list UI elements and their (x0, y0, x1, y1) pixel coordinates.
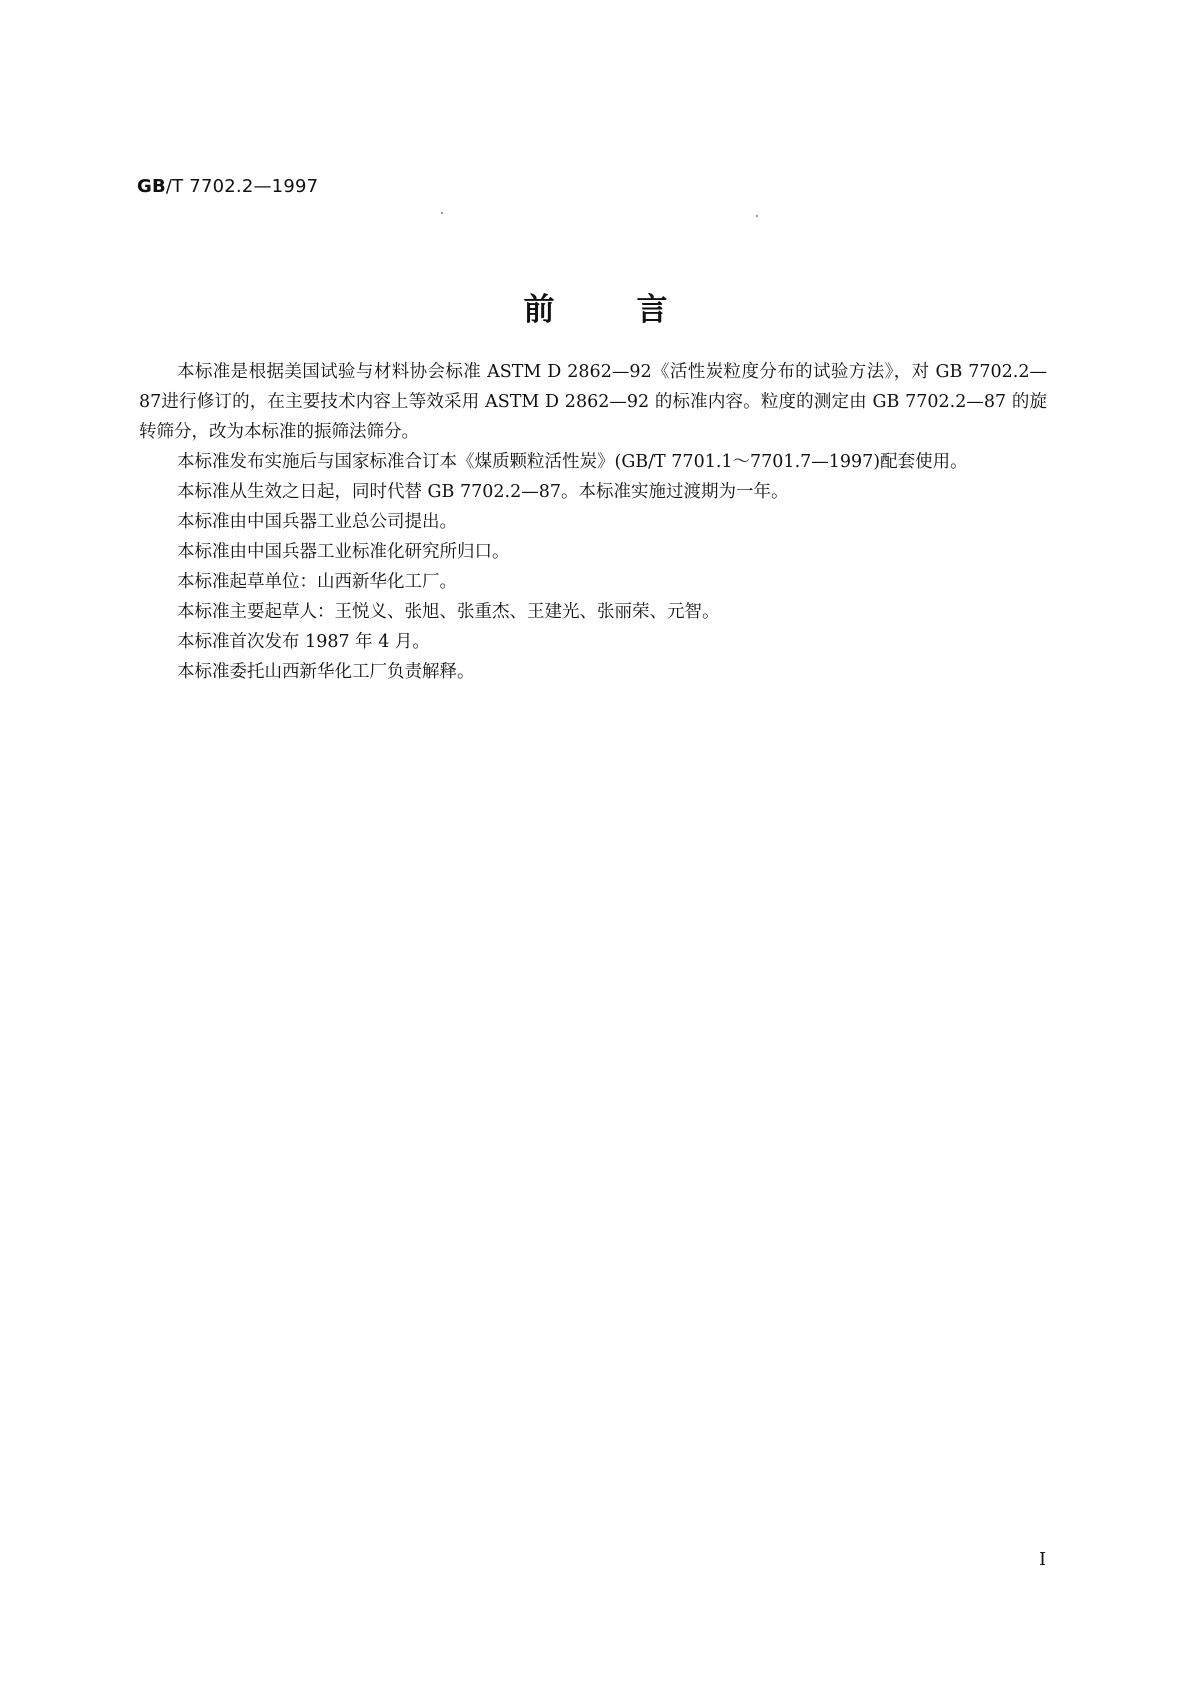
paragraph-drafters: 本标准主要起草人：王悦义、张旭、张重杰、王建光、张丽荣、元智。 (177, 602, 720, 622)
paragraph-proposer: 本标准由中国兵器工业总公司提出。 (177, 512, 457, 532)
standard-code (137, 176, 318, 197)
paragraph-adoption: 本标准是根据美国试验与材料协会标准 ASTM D 2862—92《活性炭粒度分布的试验方法》，对 GB 7702.2—87进行修订的，在主要技术内容上等效采用 ASTM D 2862—92 的标准内容。粒度的测定由 GB 7702.2—87 的旋转筛分，改为本标准的振筛法筛分。 (139, 362, 1047, 442)
paragraph-administrator: 本标准由中国兵器工业标准化研究所归口。 (177, 542, 510, 562)
page-number: I (1039, 1549, 1047, 1570)
paragraph-drafting-unit: 本标准起草单位：山西新华化工厂。 (177, 572, 457, 592)
standard-code-prefix: GB (137, 176, 166, 197)
scan-speck (756, 215, 758, 217)
paragraph-effective-date: 本标准从生效之日起，同时代替 GB 7702.2—87。本标准实施过渡期为一年。 (177, 482, 789, 502)
paragraph-compilation: 本标准发布实施后与国家标准合订本《煤质颗粒活性炭》(GB/T 7701.1～7701.7—1997)配套使用。 (177, 452, 968, 472)
standard-code-number: /T 7702.2—1997 (165, 176, 319, 197)
page-title: 前言 (523, 292, 750, 328)
foreword-body (139, 357, 1047, 687)
paragraph-first-release: 本标准首次发布 1987 年 4 月。 (177, 632, 430, 652)
paragraph-interpretation: 本标准委托山西新华化工厂负责解释。 (177, 662, 475, 682)
scan-speck (441, 212, 443, 214)
